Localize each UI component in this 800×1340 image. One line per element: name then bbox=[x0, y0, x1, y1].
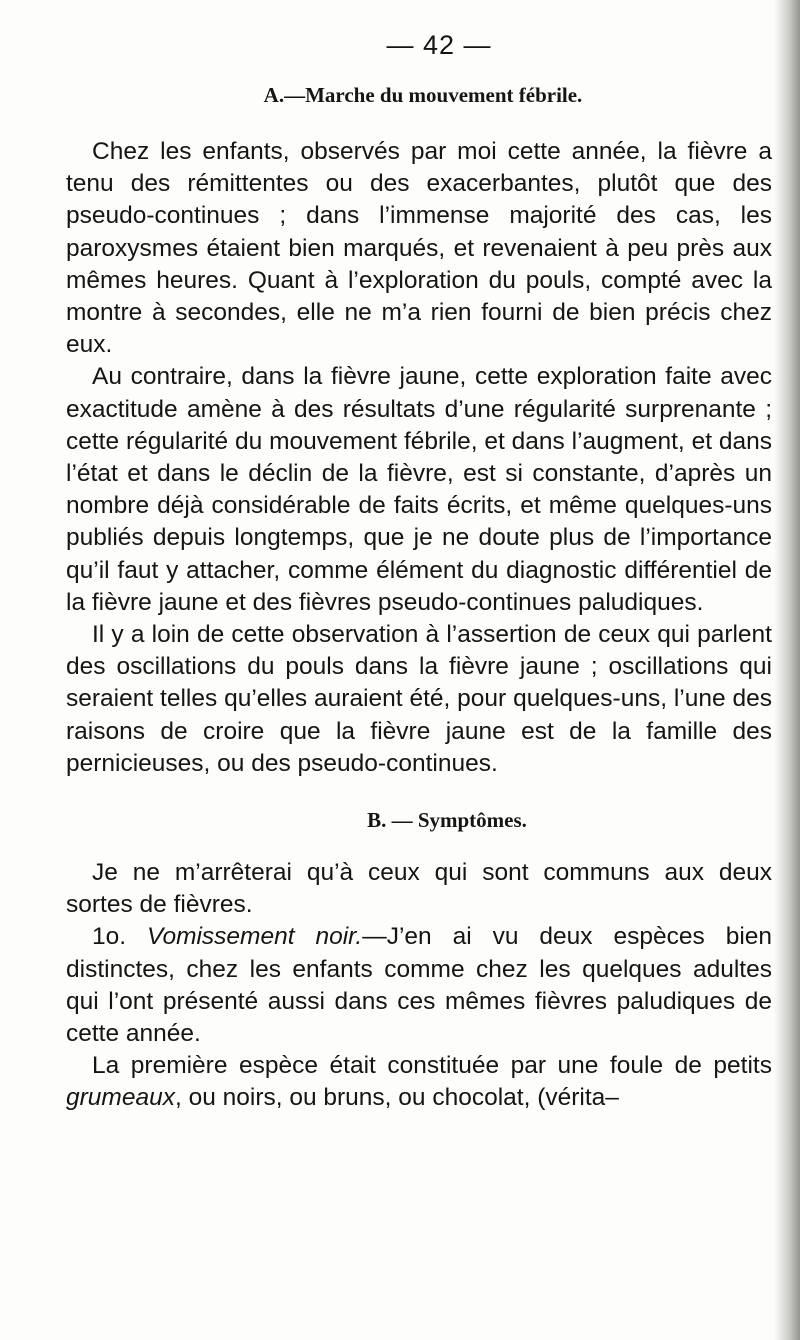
grumeaux-text-before: La première espèce était constituée par une foule de petits bbox=[92, 1052, 772, 1080]
paragraph-a1: Chez les enfants, observés par moi cette année, la fièvre a tenu des rémittentes ou des exacerbantes, plutôt que des pseudo-continues ; dans l’immense majorité des cas, les paroxysmes étaient bien marqués, et revenaient à peu près aux mêmes heures. Quant à l’exploration du pouls, compté avec la montre à secondes, elle ne m’a rien fourni de bien précis chez eux. bbox=[66, 138, 772, 359]
italic-term-vomissement: Vomissement noir. bbox=[147, 923, 363, 951]
item-number: 1o. bbox=[92, 923, 127, 951]
paragraph-a3: Il y a loin de cette observation à l’assertion de ceux qui parlent des oscillations du pouls dans la fièvre jaune ; oscillations qui seraient telles qu’elles auraient été, pour quelques-uns, l’une des raisons de croire que la fièvre jaune est de la famille des pernicieuses, ou des pseudo-continues. bbox=[66, 621, 772, 777]
italic-term-grumeaux: grumeaux bbox=[66, 1084, 175, 1112]
paragraph-grumeaux bbox=[66, 1050, 772, 1114]
section-heading-a: A.—Marche du mouvement fébrile. bbox=[263, 83, 583, 107]
paragraph-a2: Au contraire, dans la fièvre jaune, cette exploration faite avec exactitude amène à des résultats d’une régularité surprenante ; cette régularité du mouvement fébrile, et dans l’augment, et dans l’état et dans le déclin de la fièvre, est si constante, d’après un nombre déjà considérable de faits écrits, et même quelques-uns publiés depuis longtemps, que je ne doute plus de l’importance qu’il faut y attacher, comme élément du diagnostic différentiel de la fièvre jaune et des fièvres pseudo-continues paludiques. bbox=[66, 363, 772, 616]
paragraph-b1: Je ne m’arrêterai qu’à ceux qui sont communs aux deux sortes de fièvres. bbox=[66, 859, 772, 919]
grumeaux-text-after: , ou noirs, ou bruns, ou chocolat, (vérita– bbox=[174, 1084, 619, 1112]
page-edge-shadow bbox=[774, 0, 800, 1340]
paragraph-vomissement bbox=[66, 921, 772, 1050]
page-number: — 42 — bbox=[386, 30, 492, 60]
page-text bbox=[66, 30, 772, 1115]
section-heading-b: B. — Symptômes. bbox=[367, 808, 527, 833]
vomissement-text: —J’en ai vu deux espèces bien distinctes, chez les enfants comme chez les quelques adultes qui l’ont présenté aussi dans ces mêmes fièvres paludiques de cette année. bbox=[66, 923, 773, 1048]
